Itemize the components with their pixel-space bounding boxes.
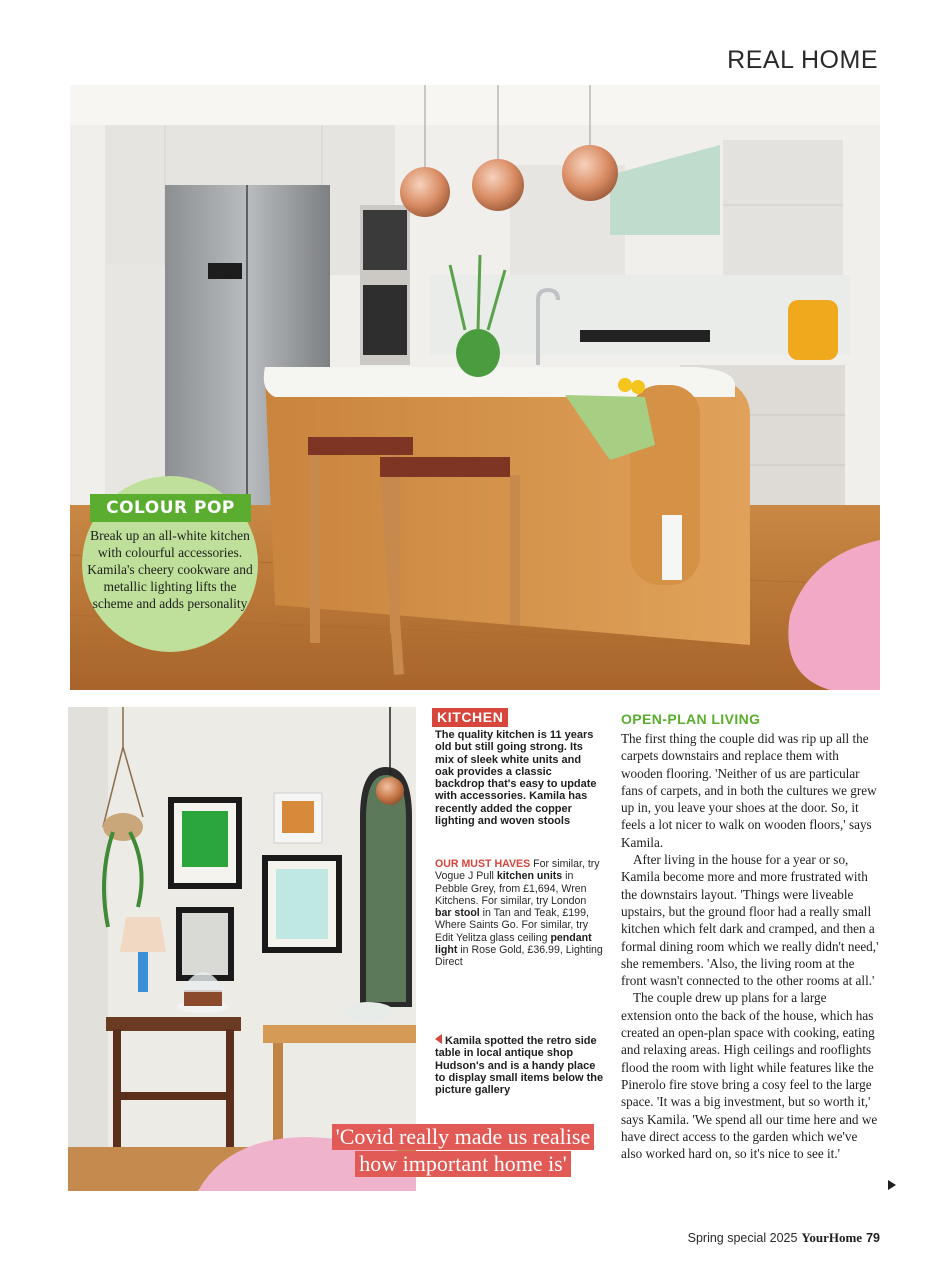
section-label: REAL HOME bbox=[727, 46, 878, 74]
side-table-caption-text: Kamila spotted the retro side table in local antique shop Hudson's and is a handy place to display small items below the picture gallery bbox=[435, 1035, 604, 1097]
must-haves-part: in Rose Gold, £36.99, Lighting Direct bbox=[435, 944, 603, 969]
must-haves-part: in Pebble Grey, from £1,694, Wren Kitchens. For similar, try London bbox=[435, 870, 587, 907]
kitchen-caption: The quality kitchen is 11 years old but still going strong. Its mix of sleek white units and oak provides a classic backdrop that's easy to update with accessories. Kamila has recently added the copper lighting and woven stools bbox=[435, 729, 597, 828]
must-haves-part: For similar, try Vogue J Pull bbox=[435, 858, 600, 883]
issue-label: Spring special 2025 bbox=[687, 1231, 798, 1245]
colour-pop-text: Break up an all-white kitchen with colourful accessories. Kamila's cheery cookware and metallic lighting lifts the scheme and adds personality bbox=[87, 528, 253, 611]
must-haves-product: kitchen units bbox=[496, 870, 563, 883]
article-body bbox=[621, 730, 879, 1162]
must-haves-text bbox=[435, 858, 603, 969]
kitchen-label: KITCHEN bbox=[432, 708, 508, 727]
page-number: 79 bbox=[866, 1231, 880, 1245]
pull-quote-line-1: 'Covid really made us realise bbox=[332, 1124, 594, 1150]
must-haves-heading: OUR MUST HAVES bbox=[435, 858, 531, 870]
must-haves-product: bar stool bbox=[435, 907, 480, 920]
pull-quote bbox=[318, 1124, 608, 1178]
article-paragraph: After living in the house for a year or so, Kamila become more and more frustrated with the downstairs layout. 'Things were liveable upstairs, but the ground floor had a really small kitchen which felt dark and cramped, and then a formal dining room which we really didn't need,' she remembers. 'Also, the living room at the front wasn't connected to the other rooms at all.' bbox=[621, 852, 879, 989]
open-plan-heading: OPEN-PLAN LIVING bbox=[621, 711, 761, 727]
article-paragraph: The couple drew up plans for a large extension onto the back of the house, which has created an open-plan space with cooking, eating and relaxing areas. High ceilings and rooflights flood the room with light while features like the Pinerolo fire stove bring a cosy feel to the large space. 'It was a big investment, but so worth it,' says Kamila. 'We spend all our time here and we have direct access to the garden which we've also worked hard on, so it's nice to see it.' bbox=[621, 990, 878, 1162]
caption-pointer-icon bbox=[435, 1034, 442, 1044]
pull-quote-line-2: how important home is' bbox=[355, 1151, 570, 1177]
gallery-wall-photo bbox=[68, 707, 416, 1191]
article-paragraph: The first thing the couple did was rip up all the carpets downstairs and replace them with wooden flooring. 'Neither of us are particular fans of carpets, and in both the cultures we grew up in, you leave your shoes at the door. So, it feels a lot nicer to walk on wooden floors,' says Kamila. bbox=[621, 731, 877, 850]
side-table-caption bbox=[435, 1034, 605, 1096]
magazine-brand: YourHome bbox=[801, 1230, 863, 1245]
continue-arrow-icon bbox=[888, 1180, 896, 1190]
must-haves-part: in Tan and Teak, £199, Where Saints Go. For similar, try Edit Yelitza glass ceiling bbox=[435, 907, 589, 944]
must-haves-product: pendant light bbox=[435, 931, 592, 957]
page-footer bbox=[688, 1230, 880, 1246]
colour-pop-title: COLOUR POP bbox=[90, 494, 251, 522]
